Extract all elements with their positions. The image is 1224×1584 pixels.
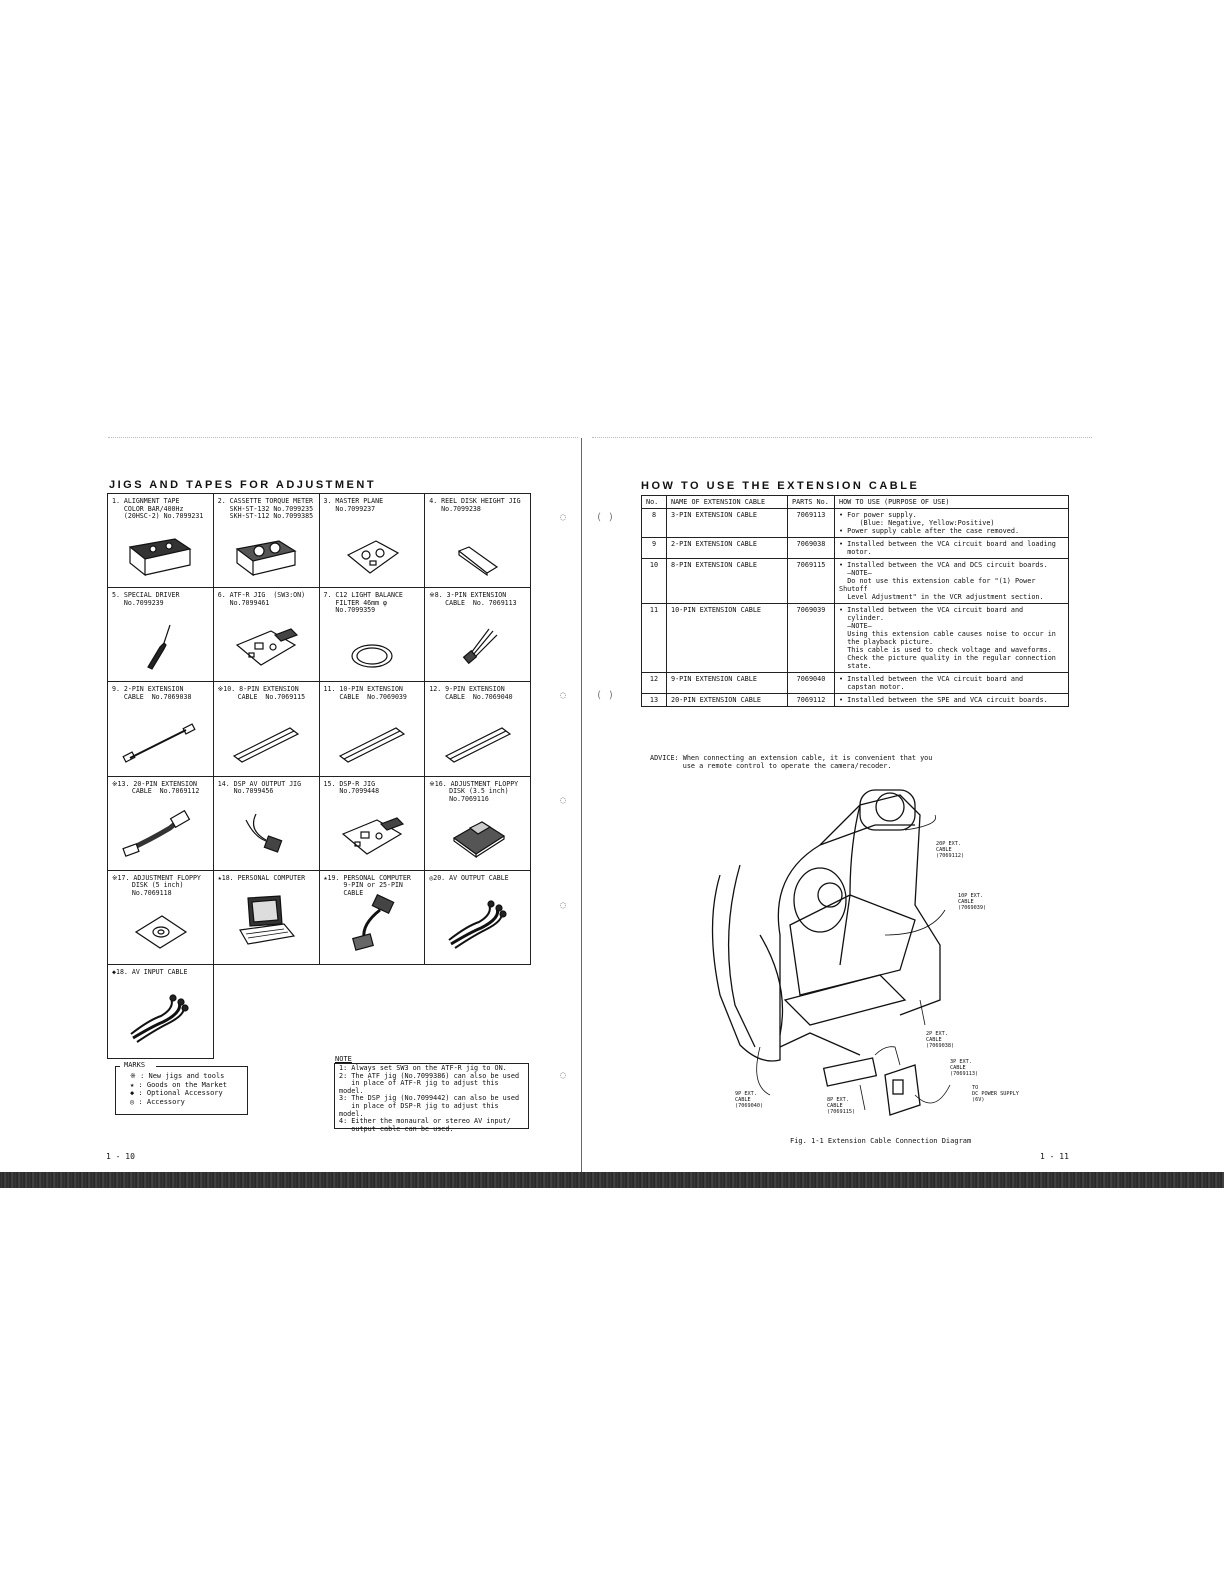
label-8p-ext-cable: 8P EXT. CABLE (7069115) (827, 1097, 856, 1115)
av-cable-icon (441, 898, 515, 954)
tape-cassette-icon (125, 535, 195, 577)
figure-caption: Fig. 1-1 Extension Cable Connection Diagram (790, 1137, 972, 1145)
screwdriver-icon (140, 621, 180, 671)
jig-label: 15. DSP-R JIG No.7099448 (323, 779, 380, 796)
binding-hole-mark: ◌ (560, 795, 567, 806)
jig-label: ※17. ADJUSTMENT FLOPPY DISK (5 inch) No.7069118 (112, 873, 201, 897)
table-row (642, 694, 1069, 707)
top-edge-right (592, 437, 1092, 438)
circuit-board-icon (337, 814, 407, 860)
cell-name: 20-PIN EXTENSION CABLE (667, 694, 788, 707)
label-10p-ext-cable: 10P EXT. CABLE (7069039) (958, 893, 987, 911)
label-3p-ext-cable: 3P EXT. CABLE (7069113) (950, 1059, 979, 1077)
jig-label: 14. DSP AV OUTPUT JIG No.7099456 (217, 779, 302, 796)
top-edge-left (108, 437, 578, 438)
jig-label: ◎20. AV OUTPUT CABLE (429, 873, 509, 882)
binding-hole-mark: ◌ (560, 1070, 567, 1081)
scan-edge-strip (0, 1172, 1224, 1188)
jig-item (108, 494, 214, 588)
extension-cable-icon (120, 722, 200, 766)
binding-hole-mark: ◌ (560, 900, 567, 911)
jig-label: 4. REEL DISK HEIGHT JIG No.7099238 (429, 497, 521, 513)
jig-item (108, 871, 214, 965)
cell-name: 8-PIN EXTENSION CABLE (667, 559, 788, 604)
jig-label: ※13. 20-PIN EXTENSION CABLE No.7069112 (112, 779, 200, 796)
flat-cable-icon (438, 722, 518, 766)
note-item: 2: The ATF jig (No.7099386) can also be used in place of ATF-R jig to adjust this model. (339, 1071, 520, 1095)
col-header-no: No. (642, 496, 667, 509)
cell-use: • For power supply. (Blue: Negative, Yellow:Positive) • Power supply cable after the case removed. (835, 509, 1069, 538)
jig-item (425, 588, 531, 682)
cell-use: • Installed between the VCA circuit board and capstan motor. (835, 673, 1069, 694)
marks-legend (115, 1061, 248, 1115)
table-row (642, 673, 1069, 694)
av-jig-icon (236, 810, 296, 860)
note-box (334, 1063, 529, 1133)
page-number-right: 1 - 11 (1040, 1152, 1069, 1161)
jig-item (214, 871, 320, 965)
extension-cable-diagram (700, 785, 1060, 1130)
computer-cable-icon (342, 894, 402, 954)
label-2p-ext-cable: 2P EXT. CABLE (7069038) (926, 1031, 955, 1049)
jig-item (108, 777, 214, 871)
cell-no: 13 (642, 694, 667, 707)
jig-label: 7. C12 LIGHT BALANCE FILTER 46mm φ No.7099359 (323, 591, 403, 615)
binding-hole-mark: ◌ (560, 512, 567, 523)
floppy-disk-5inch-icon (130, 910, 190, 954)
cell-use: • Installed between the SPE and VCA circuit boards. (835, 694, 1069, 707)
floppy-disk-icon (448, 816, 508, 860)
jig-label: 9. 2-PIN EXTENSION CABLE No.7069038 (112, 685, 192, 701)
jig-label: 5. SPECIAL DRIVER No.7099239 (112, 591, 180, 607)
cell-name: 9-PIN EXTENSION CABLE (667, 673, 788, 694)
jig-item (425, 871, 531, 965)
label-20p-ext-cable: 20P EXT. CABLE (7069112) (936, 841, 965, 859)
filter-ring-icon (347, 641, 397, 671)
cell-parts: 7069113 (788, 509, 835, 538)
jig-item (320, 494, 426, 588)
jig-label: ※10. 8-PIN EXTENSION CABLE No.7069115 (217, 685, 306, 701)
jig-item (108, 682, 214, 776)
jig-label: 2. CASSETTE TORQUE METER SKH-ST-132 No.7099235 SKH-ST-112 No.7099385 (217, 497, 314, 521)
label-dc-power-supply: TO DC POWER SUPPLY (6V) (972, 1085, 1019, 1103)
cell-name: 2-PIN EXTENSION CABLE (667, 538, 788, 559)
binding-hole-mark: ( ) (596, 690, 615, 701)
flat-cable-icon (332, 722, 412, 766)
height-jig-icon (453, 543, 503, 577)
label-9p-ext-cable: 9P EXT. CABLE (7069040) (735, 1091, 764, 1109)
table-row (642, 559, 1069, 604)
table-header-row (642, 496, 1069, 509)
jig-item (425, 777, 531, 871)
cell-no: 11 (642, 604, 667, 673)
av-cable-icon (123, 992, 197, 1048)
binding-hole-mark: ◌ (560, 690, 567, 701)
table-row (642, 604, 1069, 673)
jig-label: ◆18. AV INPUT CABLE (112, 967, 188, 976)
advice-text: ADVICE: When connecting an extension cable, it is convenient that you use a remote control to operate the camera/recoder. (650, 754, 933, 771)
flat-cable-icon (226, 722, 306, 766)
note-list (335, 1064, 528, 1134)
jig-grid (107, 493, 531, 1059)
jig-label: ※16. ADJUSTMENT FLOPPY DISK (3.5 inch) No.7069116 (429, 779, 519, 803)
cell-no: 9 (642, 538, 667, 559)
cell-parts: 7069112 (788, 694, 835, 707)
note-title: NOTE (335, 1055, 352, 1063)
jig-label: ※8. 3-PIN EXTENSION CABLE No. 7069113 (429, 591, 517, 607)
jig-label: 11. 10-PIN EXTENSION CABLE No.7069039 (323, 685, 407, 701)
jig-item (108, 965, 214, 1059)
cable-connector-icon (453, 627, 503, 671)
marks-item: ※ : New jigs and tools (130, 1072, 225, 1080)
jig-item (320, 682, 426, 776)
torque-meter-cassette-icon (233, 537, 299, 577)
cell-no: 8 (642, 509, 667, 538)
marks-item: ★ : Goods on the Market (130, 1080, 227, 1089)
cell-parts: 7069038 (788, 538, 835, 559)
cell-name: 10-PIN EXTENSION CABLE (667, 604, 788, 673)
cell-use: • Installed between the VCA circuit board and loading motor. (835, 538, 1069, 559)
table-row (642, 509, 1069, 538)
page-title-jigs: JIGS AND TAPES FOR ADJUSTMENT (109, 479, 377, 491)
jig-item (214, 777, 320, 871)
jig-item (214, 494, 320, 588)
marks-item: ◎ : Accessory (130, 1097, 185, 1106)
note-item: 4: Either the monaural or stereo AV input/ output cable can be used. (339, 1117, 511, 1133)
cell-use: • Installed between the VCA circuit board and cylinder. —NOTE— Using this extension cable causes noise to occur in the playback picture. This cable is used to check voltage and waveforms. Check the picture quality in the regular connection state. (835, 604, 1069, 673)
cell-no: 12 (642, 673, 667, 694)
page-number-left: 1 - 10 (106, 1152, 135, 1161)
page-gutter-line (581, 438, 582, 1174)
marks-list (116, 1072, 227, 1106)
jig-item (425, 494, 531, 588)
extension-cable-table (641, 495, 1069, 707)
note-item: 3: The DSP jig (No.7099442) can also be used in place of DSP-R jig to adjust this model. (339, 1094, 520, 1118)
jig-item (214, 682, 320, 776)
ribbon-cable-icon (120, 810, 200, 860)
jig-item (108, 588, 214, 682)
col-header-use: HOW TO USE (PURPOSE OF USE) (835, 496, 1069, 509)
cell-use: • Installed between the VCA and DCS circuit boards. —NOTE— Do not use this extension cable for "(1) Power Shutoff Level Adjustment" in the VCR adjustment section. (835, 559, 1069, 604)
jig-item (214, 588, 320, 682)
jig-item (320, 588, 426, 682)
jig-label: 12. 9-PIN EXTENSION CABLE No.7069040 (429, 685, 513, 701)
jig-item (320, 777, 426, 871)
cell-parts: 7069115 (788, 559, 835, 604)
col-header-name: NAME OF EXTENSION CABLE (667, 496, 788, 509)
col-header-parts: PARTS No. (788, 496, 835, 509)
jig-label: 6. ATF-R JIG (SW3:ON) No.7099461 (217, 591, 306, 607)
jig-item (425, 682, 531, 776)
cell-parts: 7069039 (788, 604, 835, 673)
cell-name: 3-PIN EXTENSION CABLE (667, 509, 788, 538)
jig-item (320, 871, 426, 965)
marks-item: ◆ : Optional Accessory (130, 1089, 223, 1097)
table-body (642, 509, 1069, 707)
jig-label: 3. MASTER PLANE No.7099237 (323, 497, 384, 513)
cell-parts: 7069040 (788, 673, 835, 694)
master-plane-icon (342, 537, 402, 577)
table-row (642, 538, 1069, 559)
laptop-computer-icon (234, 894, 298, 954)
circuit-board-icon (231, 625, 301, 671)
note-item: 1: Always set SW3 on the ATF-R jig to ON. (339, 1064, 507, 1072)
binding-hole-mark: ( ) (596, 512, 615, 523)
jig-label: ★18. PERSONAL COMPUTER (217, 873, 306, 882)
cell-no: 10 (642, 559, 667, 604)
jig-label: ★19. PERSONAL COMPUTER 9-PIN or 25-PIN CABLE (323, 873, 411, 897)
marks-title: MARKS (124, 1061, 146, 1069)
page-title-extension: HOW TO USE THE EXTENSION CABLE (641, 480, 920, 492)
jig-label: 1. ALIGNMENT TAPE COLOR BAR/400Hz (20HSC-2) No.7099231 (112, 497, 204, 521)
